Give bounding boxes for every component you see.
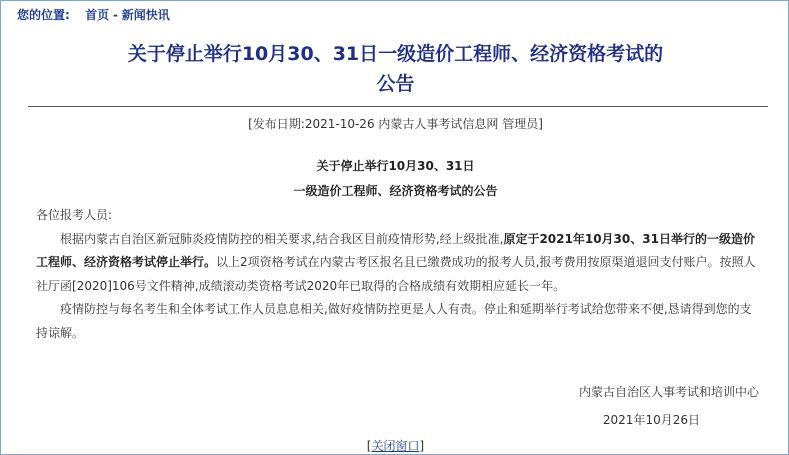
close-window-area (1, 438, 789, 454)
signature-date: 2021年10月26日 (602, 413, 700, 427)
article-title-line1: 关于停止举行10月30、31日一级造价工程师、经济资格考试的 (127, 43, 664, 65)
close-bracket-close: ] (419, 439, 425, 453)
breadcrumb-home-link[interactable]: 首页 (85, 8, 110, 22)
breadcrumb (17, 7, 170, 23)
close-bracket-open: [ (366, 439, 372, 453)
publish-meta: [发布日期:2021-10-26 内蒙古人事考试信息网 管理员] (248, 117, 543, 131)
signature-org: 内蒙古自治区人事考试和培训中心 (578, 385, 759, 399)
paragraph-2: 疫情防控与每名考生和全体考试工作人员息息相关,做好疫情防控更是人人有责。停止和延期举行考试给您带来不便,恳请得到您的支持谅解。 (36, 302, 752, 340)
notice-subtitle-line1: 关于停止举行10月30、31日 (316, 159, 475, 173)
paragraph-1-text-b: 以上2项资格考试在内蒙古考区报名且已缴费成功的报考人员,报考费用按原渠道退回支付账户。按照人社厅函[2020]106号文件精神,成绩滚动类资格考试2020年已取得的合格成绩有效期相应延长一年。 (36, 255, 756, 293)
signature-block (579, 378, 759, 434)
close-window-link[interactable]: 关闭窗口 (371, 439, 420, 453)
paragraph-1 (36, 228, 761, 299)
article-body (36, 204, 761, 345)
notice-subtitle-line2: 一级造价工程师、经济资格考试的公告 (293, 184, 498, 198)
breadcrumb-separator: - (112, 8, 118, 22)
breadcrumb-news-link[interactable]: 新闻快讯 (121, 8, 170, 22)
breadcrumb-label: 您的位置: (17, 8, 70, 22)
article-title-line2: 公告 (376, 73, 415, 95)
title-divider (28, 106, 768, 107)
notice-subtitle (1, 154, 789, 204)
article-title (1, 39, 789, 99)
paragraph-1-bold: 原定于2021年10月30、31日举行的一级造价工程师、经济资格考试停止举行。 (36, 231, 755, 269)
salutation: 各位报考人员: (36, 208, 113, 222)
paragraph-1-text-a: 根据内蒙古自治区新冠肺炎疫情防控的相关要求,结合我区目前疫情形势,经上级批准, (60, 231, 504, 246)
